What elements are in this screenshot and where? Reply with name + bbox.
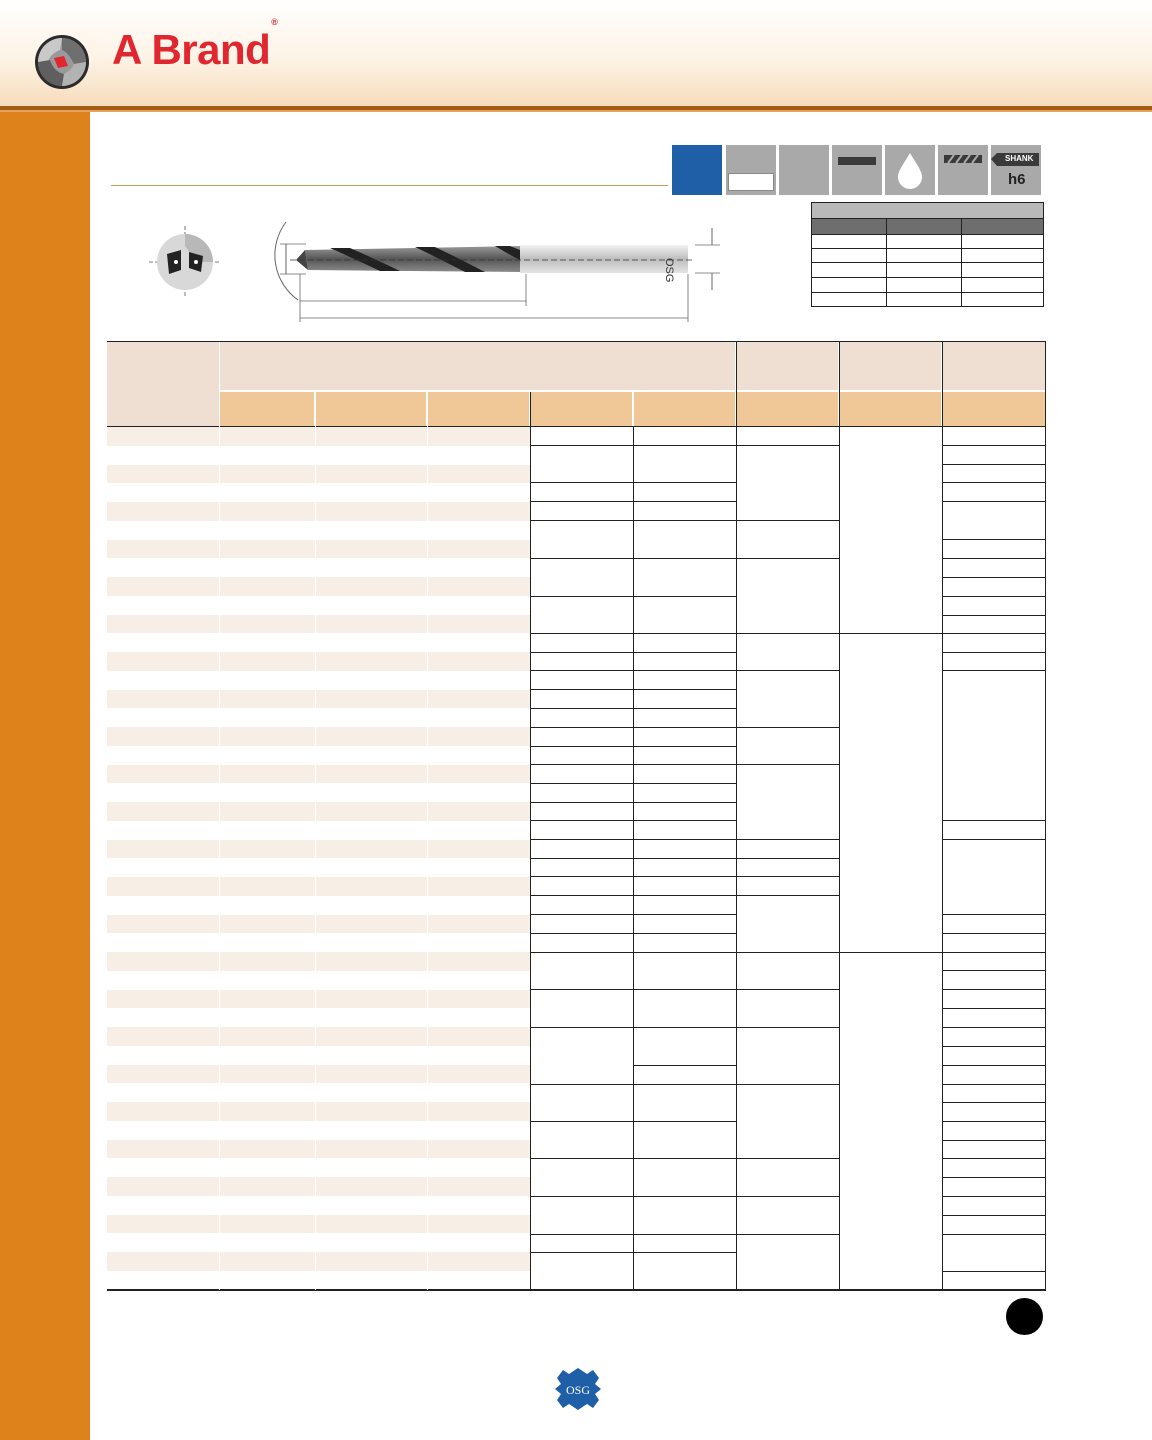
table-row-line [942, 1027, 1046, 1028]
table-row-line [736, 633, 840, 634]
table-row-stripe [107, 1252, 530, 1271]
table-row-stripe [107, 727, 530, 746]
table-row-line [942, 1215, 1046, 1216]
drill-cross-section-illustration [145, 226, 225, 298]
table-row-line [736, 952, 840, 953]
table-row-stripe [107, 1140, 530, 1159]
table-row-line [736, 989, 840, 990]
drill-logo-icon [34, 34, 90, 90]
table-row-line [942, 1177, 1046, 1178]
table-row-line [736, 670, 840, 671]
page-number-dot [1006, 1298, 1043, 1335]
table-header-col8 [943, 342, 1045, 390]
table-row-line [736, 1084, 840, 1085]
col-sep-3 [427, 392, 428, 1290]
table-row-stripe [107, 427, 530, 446]
table-header-col6 [737, 342, 838, 390]
table-header-col7 [840, 342, 941, 390]
table-row-line [942, 1271, 1046, 1272]
osg-logo-icon [555, 1368, 601, 1410]
table-row-stripe [107, 1177, 530, 1196]
table-bottom-border [107, 1289, 1046, 1291]
table-row-line [942, 820, 1046, 821]
shank-tolerance: h6 [1008, 171, 1026, 188]
table-header-dimensions [220, 342, 735, 390]
table-row-stripe [107, 1102, 530, 1121]
droplet-icon [885, 145, 935, 195]
table-row-line [942, 1121, 1046, 1122]
shank-icon [991, 145, 1041, 195]
sidebar-band [0, 112, 90, 1440]
table-row-line [942, 633, 1046, 634]
table-row-line [942, 464, 1046, 465]
col-sep-8 [942, 342, 943, 1290]
table-row-line [942, 1065, 1046, 1066]
subheader-4 [531, 392, 632, 426]
table-row-line [736, 1027, 840, 1028]
table-row-line [942, 445, 1046, 446]
drill-side-illustration [250, 214, 720, 326]
table-row-line [942, 1046, 1046, 1047]
table-row-line [942, 933, 1046, 934]
subheader-7 [840, 392, 941, 426]
table-row-stripe [107, 765, 530, 784]
svg-text:OSG: OSG [565, 1383, 591, 1397]
col-sep-6 [736, 342, 737, 1290]
table-row-line [736, 727, 840, 728]
coating-icon [726, 145, 776, 195]
table-row-stripe [107, 952, 530, 971]
table-row-line [942, 952, 1046, 953]
table-row-line [736, 445, 840, 446]
col-sep-2 [315, 392, 316, 1290]
col-sep-7 [839, 342, 840, 1290]
table-row-stripe [107, 802, 530, 821]
table-row-line [736, 839, 840, 840]
col-sep-1 [219, 342, 220, 1290]
table-row-line [942, 1084, 1046, 1085]
table-row-line [942, 1234, 1046, 1235]
table-row-line [736, 558, 840, 559]
table-row-stripe [107, 465, 530, 484]
table-row-line [942, 558, 1046, 559]
table-header-border [107, 426, 1046, 427]
table-row-line [942, 970, 1046, 971]
table-row-stripe [107, 1215, 530, 1234]
table-top-border [107, 341, 1046, 342]
table-row-stripe [107, 1065, 530, 1084]
table-row-line [736, 858, 840, 859]
table-row-stripe [107, 577, 530, 596]
table-row-line [736, 1234, 840, 1235]
table-row-stripe [107, 877, 530, 896]
table-row-line [839, 952, 943, 953]
table-row-line [736, 876, 840, 877]
table-row-stripe [107, 1027, 530, 1046]
table-row-stripe [107, 652, 530, 671]
table-row-line [736, 520, 840, 521]
header-rule-accent [0, 110, 1152, 112]
subheader-6 [737, 392, 838, 426]
table-row-line [942, 482, 1046, 483]
table-row-line [942, 1102, 1046, 1103]
svg-text:OSG: OSG [663, 258, 675, 283]
category-icon [672, 145, 722, 195]
table-row-line [942, 615, 1046, 616]
col-sep-4 [530, 392, 531, 1290]
table-row-line [736, 764, 840, 765]
table-row-line [942, 1008, 1046, 1009]
table-row-line [942, 989, 1046, 990]
subheader-3 [428, 392, 529, 426]
table-row-line [736, 895, 840, 896]
table-row-line [942, 839, 1046, 840]
col-sep-9 [1045, 342, 1046, 1290]
table-row-line [942, 1140, 1046, 1141]
table-row-stripe [107, 502, 530, 521]
table-row-line [942, 577, 1046, 578]
length-icon [779, 145, 829, 195]
table-row-line [736, 1158, 840, 1159]
subheader-5 [634, 392, 735, 426]
table-row-line [942, 670, 1046, 671]
table-row-line [942, 539, 1046, 540]
brand-title: A Brand® [112, 17, 278, 73]
title-rule [111, 185, 668, 186]
table-row-stripe [107, 690, 530, 709]
flute-icon [832, 145, 882, 195]
table-row-line [736, 1196, 840, 1197]
table-row-line [942, 596, 1046, 597]
table-row-stripe [107, 540, 530, 559]
table-header-edp [107, 342, 219, 426]
table-row-stripe [107, 840, 530, 859]
shank-label: SHANK [1005, 154, 1034, 163]
table-row-line [942, 652, 1046, 653]
table-row-stripe [107, 615, 530, 634]
col-sep-5 [633, 426, 634, 1290]
table-row-stripe [107, 990, 530, 1009]
helix-icon [938, 145, 988, 195]
table-row-line [942, 1158, 1046, 1159]
table-row-line [942, 1196, 1046, 1197]
subheader-1 [220, 392, 314, 426]
table-row-line [633, 1065, 737, 1066]
subheader-8 [943, 392, 1045, 426]
table-row-line [942, 501, 1046, 502]
table-row-line [839, 633, 943, 634]
subheader-2 [316, 392, 426, 426]
table-row-line [942, 914, 1046, 915]
table-row-stripe [107, 915, 530, 934]
